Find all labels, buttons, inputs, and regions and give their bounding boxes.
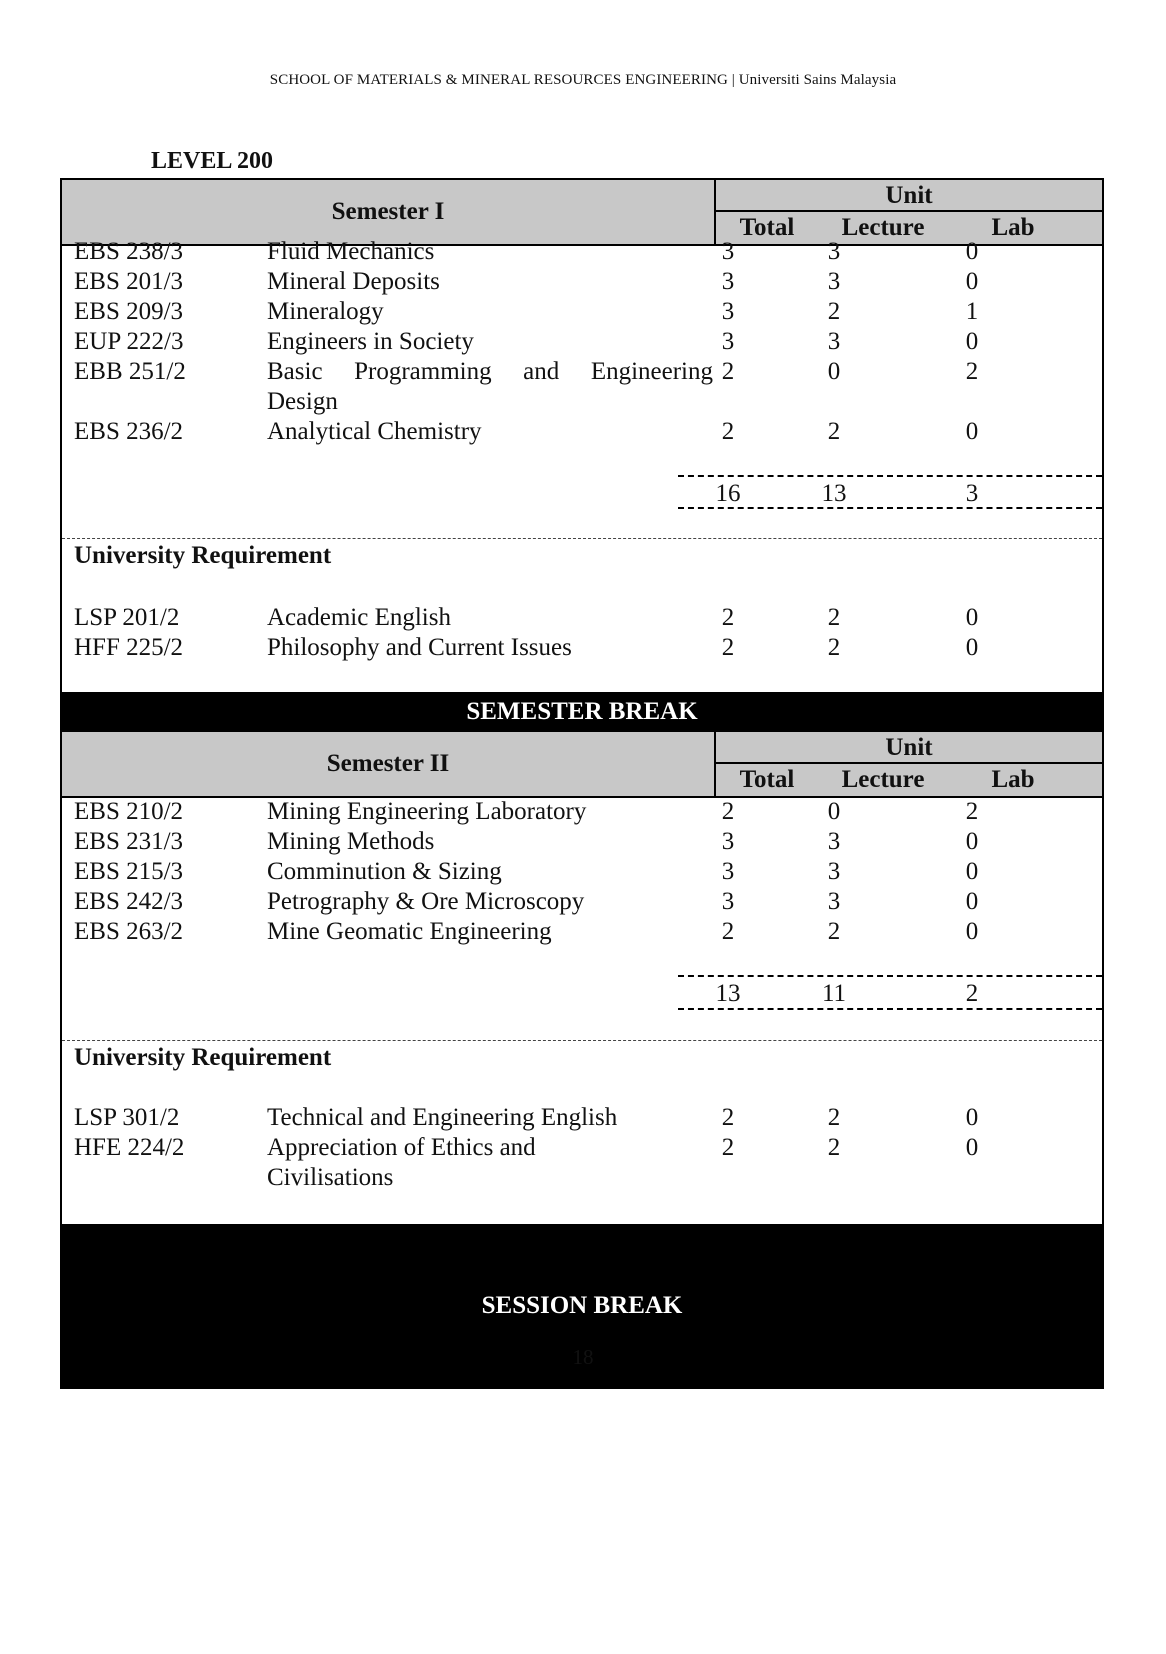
units-lab: 0 (965, 238, 979, 265)
sum-divider-top (678, 975, 1102, 977)
sum-divider-bottom (678, 1008, 1102, 1010)
units-total: 2 (721, 798, 735, 825)
col-total: Total (739, 214, 795, 241)
table-row (62, 266, 1102, 298)
page-number: 18 (572, 1345, 594, 1369)
course-code: LSP 201/2 (74, 604, 180, 631)
section-divider (62, 538, 1102, 539)
units-total: 2 (721, 918, 735, 945)
units-lecture: 3 (827, 268, 841, 295)
semester-1-title: Semester I (62, 180, 716, 244)
course-code: EUP 222/3 (74, 328, 184, 355)
course-table (60, 178, 1104, 1389)
table-row (62, 1132, 1102, 1164)
units-total: 2 (721, 604, 735, 631)
col-lab: Lab (991, 214, 1035, 241)
table-row (62, 856, 1102, 888)
units-total: 3 (721, 238, 735, 265)
units-lecture: 2 (827, 634, 841, 661)
section-divider (62, 1040, 1102, 1041)
session-break-bar: SESSION BREAK (62, 1224, 1102, 1387)
course-title: Mineralogy (267, 298, 384, 325)
semester-2-header (62, 732, 1102, 798)
sum-lecture: 13 (821, 480, 847, 507)
table-row (62, 826, 1102, 858)
units-lab: 0 (965, 418, 979, 445)
course-title: Basic Programming and Engineering (267, 358, 713, 385)
units-lab: 0 (965, 634, 979, 661)
units-lab: 0 (965, 328, 979, 355)
units-lecture: 3 (827, 858, 841, 885)
units-lecture: 0 (827, 798, 841, 825)
col-lab: Lab (991, 766, 1035, 793)
col-lecture: Lecture (841, 766, 925, 793)
course-title: Analytical Chemistry (267, 418, 482, 445)
course-code: HFE 224/2 (74, 1134, 185, 1161)
units-lab: 0 (965, 1134, 979, 1161)
units-lab: 0 (965, 604, 979, 631)
course-title: Engineers in Society (267, 328, 474, 355)
units-total: 2 (721, 358, 735, 385)
course-title: Philosophy and Current Issues (267, 634, 572, 661)
course-code: EBS 210/2 (74, 798, 184, 825)
course-code: EBS 231/3 (74, 828, 184, 855)
semester-2-title: Semester II (62, 732, 716, 796)
sum-lecture: 11 (821, 980, 847, 1007)
course-title: Technical and Engineering English (267, 1104, 618, 1131)
course-title: Academic English (267, 604, 451, 631)
table-row (62, 886, 1102, 918)
course-title: Appreciation of Ethics and (267, 1134, 536, 1161)
col-total: Total (739, 766, 795, 793)
units-lecture: 2 (827, 298, 841, 325)
table-row (62, 602, 1102, 634)
table-row (62, 796, 1102, 828)
sum-total: 16 (715, 480, 741, 507)
table-row (62, 1102, 1102, 1134)
unit-label: Unit (716, 180, 1102, 212)
sum-total: 13 (715, 980, 741, 1007)
table-row (62, 326, 1102, 358)
table-row (62, 296, 1102, 328)
course-code: EBB 251/2 (74, 358, 186, 385)
units-lecture: 3 (827, 828, 841, 855)
course-code: EBS 238/3 (74, 238, 184, 265)
level-heading: LEVEL 200 (151, 148, 274, 174)
course-title-continued: Design (267, 388, 338, 415)
university-requirement-heading: University Requirement (74, 542, 332, 569)
units-lecture: 3 (827, 888, 841, 915)
units-lecture: 2 (827, 1134, 841, 1161)
table-row (62, 236, 1102, 268)
sum-lab: 3 (965, 480, 979, 507)
units-lecture: 2 (827, 604, 841, 631)
running-header: SCHOOL OF MATERIALS & MINERAL RESOURCES ENGINEERING | Universiti Sains Malaysia (269, 72, 897, 88)
units-lab: 2 (965, 798, 979, 825)
course-code: EBS 201/3 (74, 268, 184, 295)
course-code: EBS 242/3 (74, 888, 184, 915)
sum-row (62, 978, 1102, 1010)
col-lecture: Lecture (841, 214, 925, 241)
units-lab: 0 (965, 268, 979, 295)
sum-divider-top (678, 475, 1102, 477)
course-title: Mining Engineering Laboratory (267, 798, 587, 825)
course-code: EBS 215/3 (74, 858, 184, 885)
unit-label: Unit (716, 732, 1102, 764)
sum-divider-bottom (678, 507, 1102, 509)
units-total: 3 (721, 828, 735, 855)
table-row-continuation (62, 1162, 1102, 1194)
table-row (62, 916, 1102, 948)
table-row (62, 356, 1102, 388)
units-total: 3 (721, 328, 735, 355)
course-title-continued: Civilisations (267, 1164, 394, 1191)
sum-lab: 2 (965, 980, 979, 1007)
units-total: 3 (721, 858, 735, 885)
units-lecture: 2 (827, 418, 841, 445)
course-code: HFF 225/2 (74, 634, 184, 661)
units-lab: 2 (965, 358, 979, 385)
units-total: 3 (721, 268, 735, 295)
units-lecture: 0 (827, 358, 841, 385)
units-lab: 0 (965, 918, 979, 945)
semester-break-bar: SEMESTER BREAK (62, 692, 1102, 732)
units-total: 3 (721, 888, 735, 915)
course-title: Mine Geomatic Engineering (267, 918, 552, 945)
course-code: EBS 263/2 (74, 918, 184, 945)
units-lecture: 3 (827, 328, 841, 355)
university-requirement-heading: University Requirement (74, 1044, 332, 1071)
table-row (62, 416, 1102, 448)
units-lecture: 2 (827, 918, 841, 945)
units-lab: 0 (965, 1104, 979, 1131)
table-row (62, 632, 1102, 664)
units-total: 2 (721, 418, 735, 445)
units-lab: 1 (965, 298, 979, 325)
units-lecture: 2 (827, 1104, 841, 1131)
table-row-continuation (62, 386, 1102, 418)
sum-row (62, 478, 1102, 510)
course-title: Fluid Mechanics (267, 238, 435, 265)
course-code: EBS 209/3 (74, 298, 184, 325)
course-code: LSP 301/2 (74, 1104, 180, 1131)
course-code: EBS 236/2 (74, 418, 184, 445)
course-title: Mineral Deposits (267, 268, 440, 295)
units-lab: 0 (965, 888, 979, 915)
units-lab: 0 (965, 858, 979, 885)
units-lecture: 3 (827, 238, 841, 265)
units-total: 2 (721, 1134, 735, 1161)
units-lab: 0 (965, 828, 979, 855)
course-title: Mining Methods (267, 828, 435, 855)
units-total: 2 (721, 1104, 735, 1131)
units-total: 3 (721, 298, 735, 325)
units-total: 2 (721, 634, 735, 661)
course-title: Petrography & Ore Microscopy (267, 888, 585, 915)
course-title: Comminution & Sizing (267, 858, 502, 885)
